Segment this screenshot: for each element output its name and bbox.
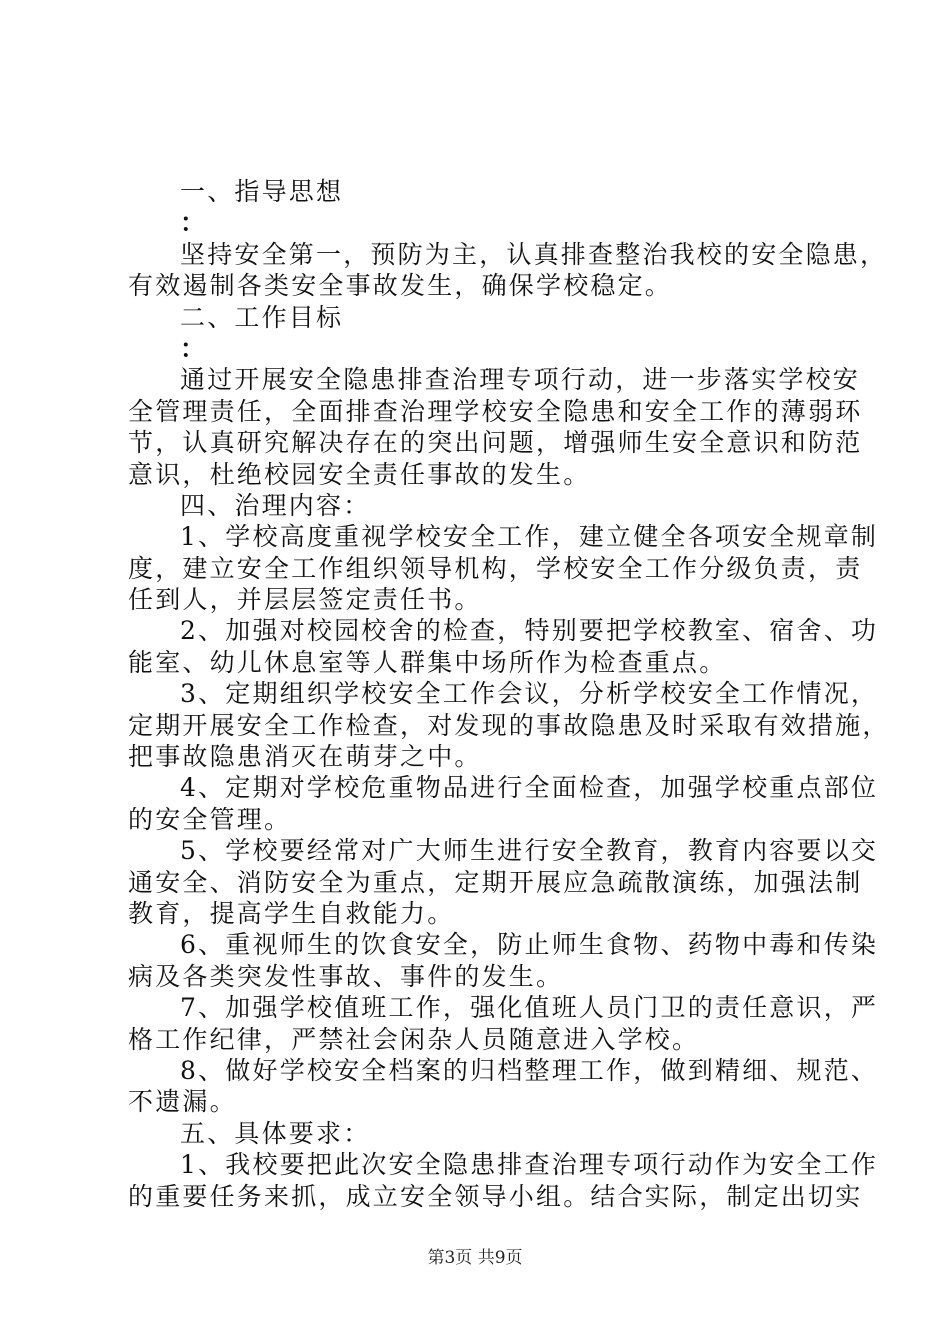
text-line: 教育，提高学生自救能力。 [128, 898, 455, 928]
text-line: 1、我校要把此次安全隐患排查治理专项行动作为安全工作 [180, 1150, 879, 1180]
text-line: 意识，杜绝校园安全责任事故的发生。 [128, 459, 591, 489]
text-line: ： [180, 208, 208, 238]
text-line: 5、学校要经常对广大师生进行安全教育，教育内容要以交 [180, 836, 879, 866]
text-line: 任到人，并层层签定责任书。 [128, 585, 482, 615]
section-heading: 一、指导思想 [180, 177, 344, 206]
text-line: 把事故隐患消灭在萌芽之中。 [128, 742, 482, 772]
text-line: 度，建立安全工作组织领导机构，学校安全工作分级负责，责 [128, 553, 863, 583]
text-line: 不遗漏。 [128, 1087, 237, 1117]
section-heading: 二、工作目标 [180, 302, 344, 332]
text-line: 4、定期对学校危重物品进行全面检查，加强学校重点部位 [180, 773, 879, 803]
text-line: 格工作纪律，严禁社会闲杂人员随意进入学校。 [128, 1024, 700, 1054]
text-line: 7、加强学校值班工作，强化值班人员门卫的责任意识，严 [180, 993, 879, 1023]
text-line: 8、做好学校安全档案的归档整理工作，做到精细、规范、 [180, 1055, 879, 1085]
text-line: 坚持安全第一，预防为主，认真排查整治我校的安全隐患， [180, 239, 888, 269]
text-line: 2、加强对校园校舍的检查，特别要把学校教室、宿舍、功 [180, 616, 879, 646]
document-body [128, 176, 890, 1212]
text-line: ： [180, 333, 208, 363]
text-line: 定期开展安全工作检查，对发现的事故隐患及时采取有效措施， [128, 710, 890, 740]
text-line: 1、学校高度重视学校安全工作，建立健全各项安全规章制 [180, 522, 879, 552]
text-line: 的重要任务来抓，成立安全领导小组。结合实际，制定出切实 [128, 1181, 863, 1211]
text-line: 3、定期组织学校安全工作会议，分析学校安全工作情况， [180, 679, 879, 709]
text-line: 节，认真研究解决存在的突出问题，增强师生安全意识和防范 [128, 428, 863, 458]
text-line: 通过开展安全隐患排查治理专项行动，进一步落实学校安 [180, 365, 861, 395]
text-line: 的安全管理。 [128, 804, 292, 834]
page-number-footer: 第3页 共9页 [427, 1248, 523, 1268]
text-line: 通安全、消防安全为重点，定期开展应急疏散演练，加强法制 [128, 867, 863, 897]
text-line: 能室、幼儿休息室等人群集中场所作为检查重点。 [128, 647, 727, 677]
section-heading: 五、具体要求： [180, 1118, 371, 1148]
text-line: 6、重视师生的饮食安全，防止师生食物、药物中毒和传染 [180, 930, 879, 960]
text-line: 有效遏制各类安全事故发生，确保学校稳定。 [128, 271, 673, 301]
text-line: 全管理责任，全面排查治理学校安全隐患和安全工作的薄弱环 [128, 396, 863, 426]
text-line: 病及各类突发性事故、事件的发生。 [128, 961, 564, 991]
section-heading: 四、治理内容： [180, 490, 371, 520]
